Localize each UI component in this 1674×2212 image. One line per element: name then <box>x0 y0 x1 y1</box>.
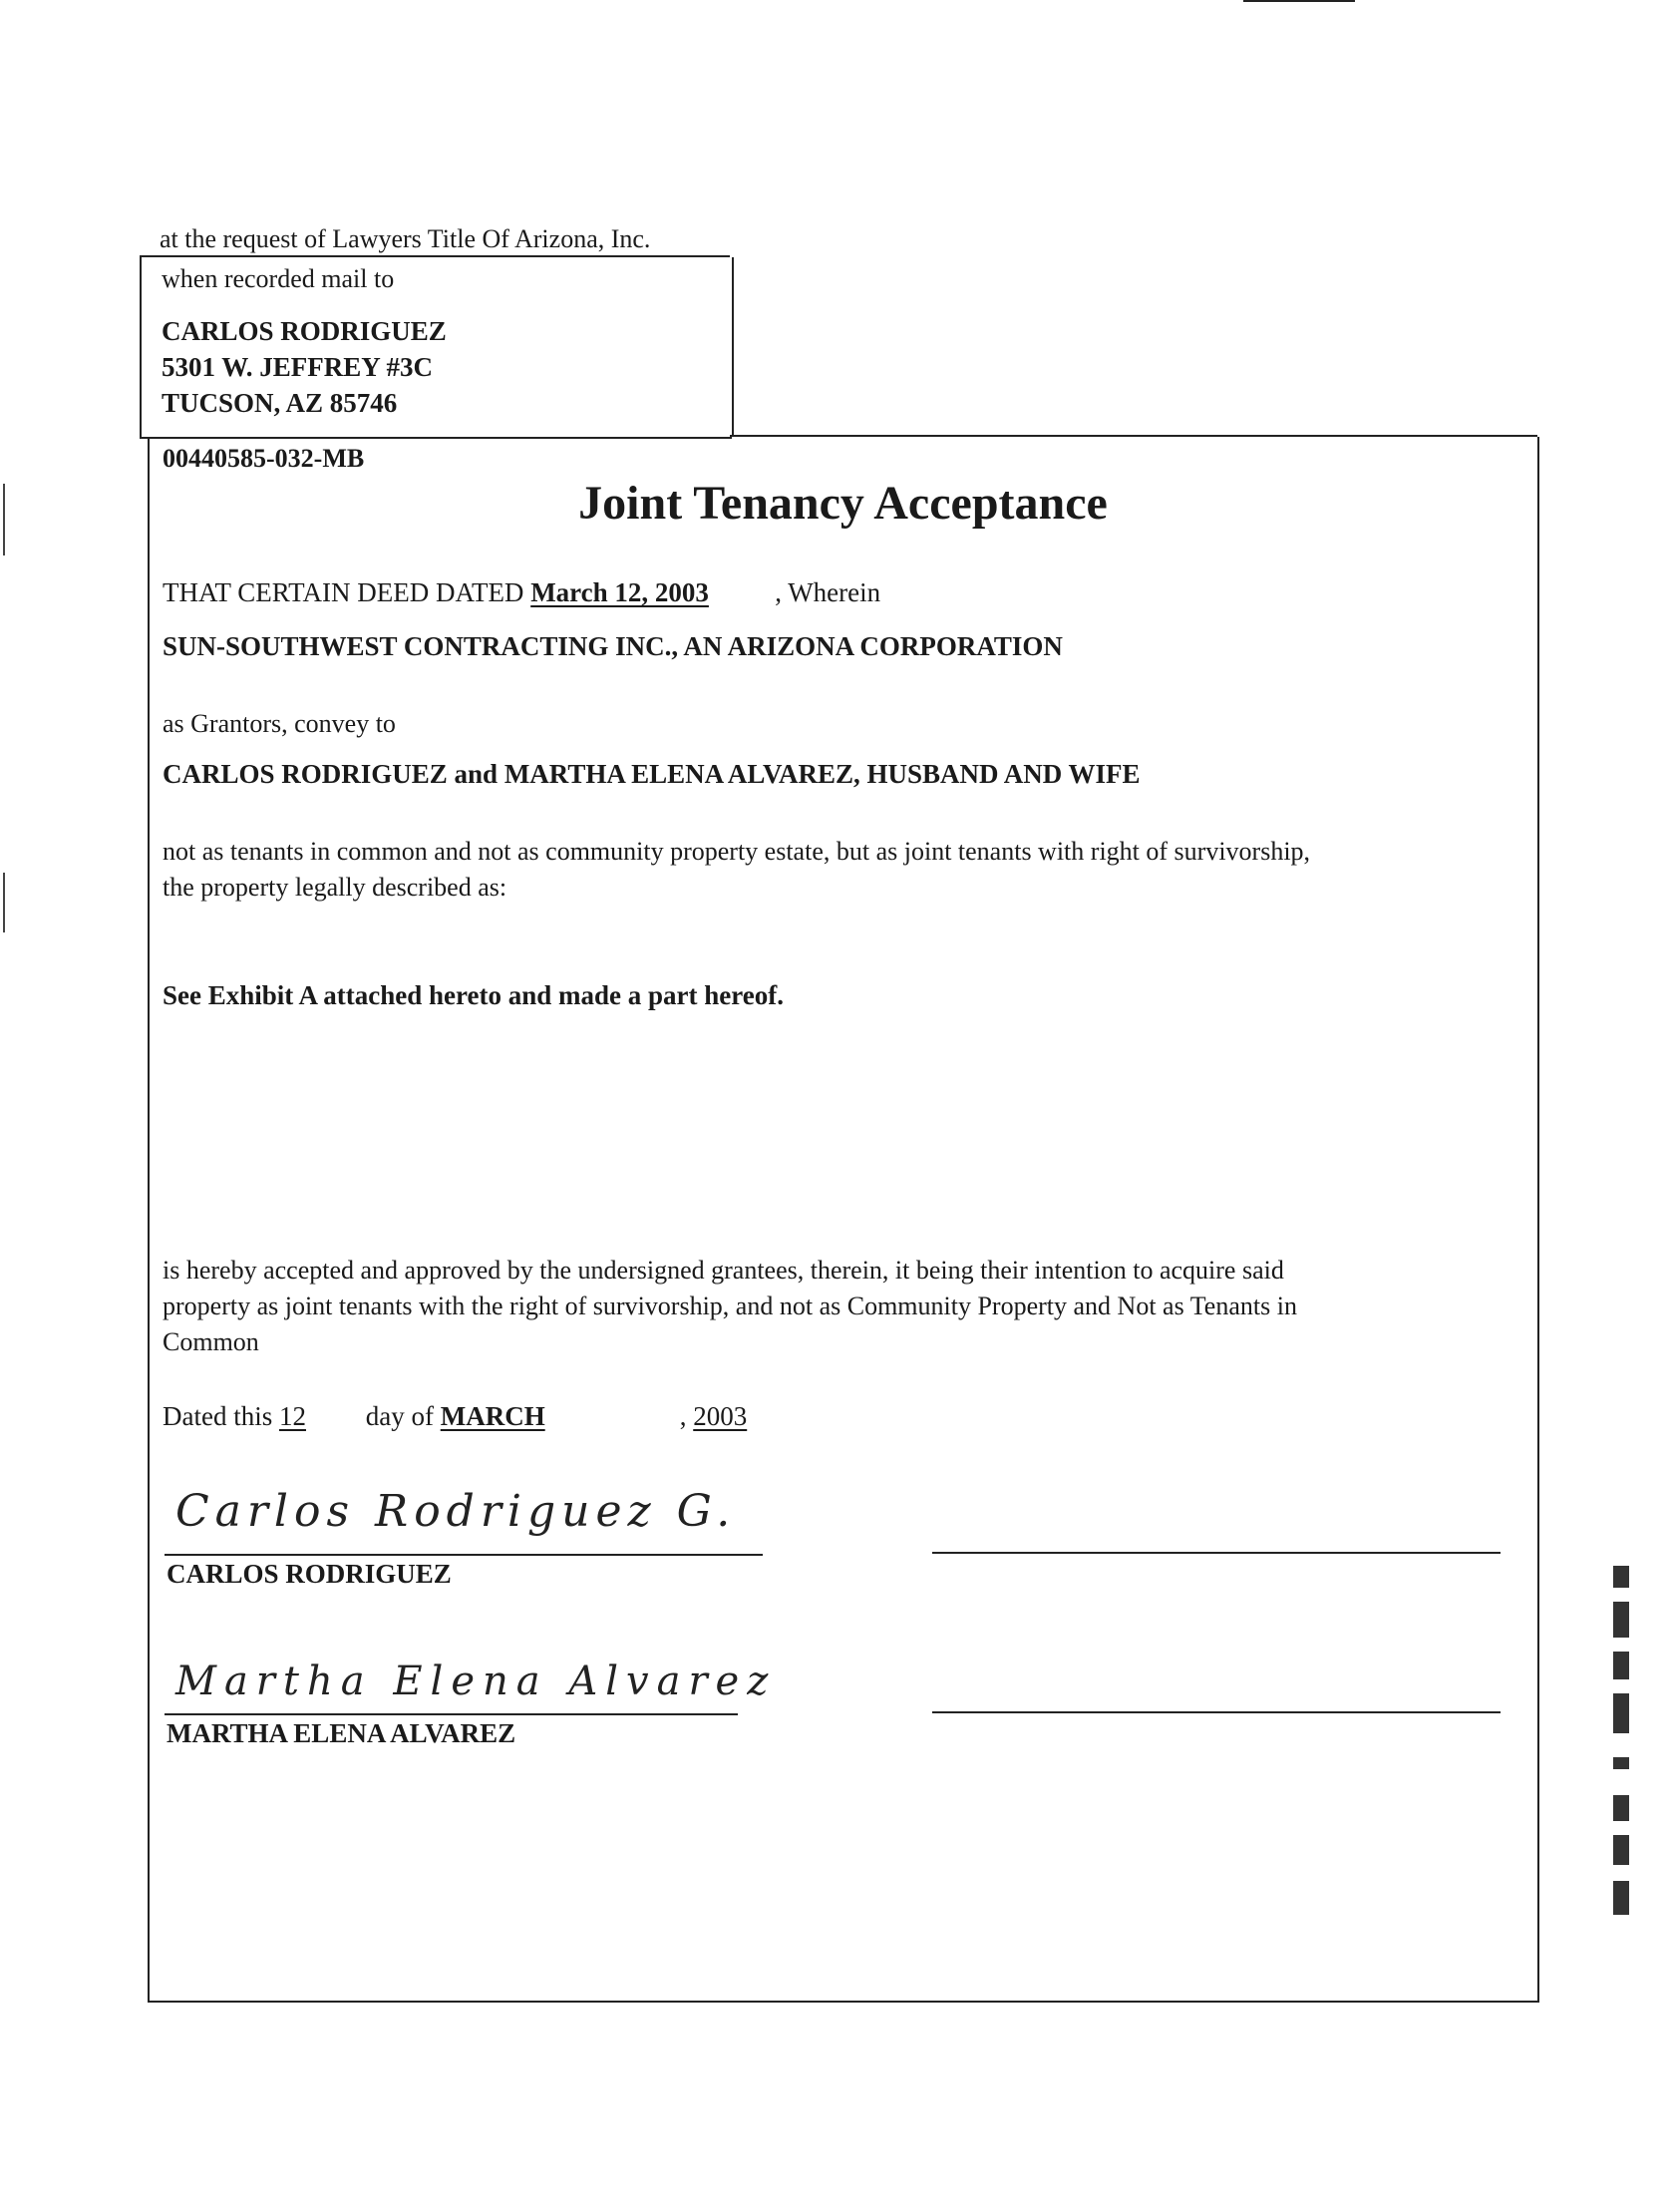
deed-date: March 12, 2003 <box>530 577 709 607</box>
grantee-names: CARLOS RODRIGUEZ and MARTHA ELENA ALVAREZ, HUSBAND AND WIFE <box>163 759 1141 789</box>
deed-line <box>163 576 880 608</box>
left-edge-mark <box>3 484 5 555</box>
acceptance-line-3: Common <box>163 1327 259 1356</box>
dated-day-of: day of <box>365 1401 434 1431</box>
escrow-number: 00440585-032-MB <box>163 444 365 473</box>
page-title-text: Joint Tenancy Acceptance <box>578 477 1108 530</box>
acceptance-line-1: is hereby accepted and approved by the undersigned grantees, therein, it being their intention to acquire said <box>163 1256 1284 1285</box>
mail-to-label: when recorded mail to <box>162 264 395 293</box>
left-edge-mark-2 <box>3 873 5 932</box>
printed-name-martha: MARTHA ELENA ALVAREZ <box>167 1718 516 1748</box>
dated-year: 2003 <box>693 1401 748 1431</box>
dated-prefix: Dated this <box>163 1401 273 1431</box>
side-stamp-icon <box>1607 1566 1637 1945</box>
signature-line-1 <box>165 1554 763 1556</box>
mail-to-name: CARLOS RODRIGUEZ <box>162 316 447 346</box>
dated-line: Dated this 12 day of MARCH , 2003 <box>163 1400 793 1432</box>
page-title <box>0 475 1674 533</box>
mail-to-box <box>140 257 734 437</box>
deed-wherein: , Wherein <box>775 577 881 607</box>
top-edge-mark <box>1243 0 1355 2</box>
deed-intro: THAT CERTAIN DEED DATED <box>163 577 524 607</box>
signature-line-2-right <box>932 1711 1501 1713</box>
acceptance-line-2: property as joint tenants with the right of survivorship, and not as Community Property and Not as Tenants in <box>163 1291 1297 1320</box>
mail-to-city: TUCSON, AZ 85746 <box>162 388 398 418</box>
grantor-name: SUN-SOUTHWEST CONTRACTING INC., AN ARIZONA CORPORATION <box>163 631 1063 661</box>
signature-carlos: Carlos Rodriguez G. <box>175 1486 737 1537</box>
dated-day: 12 <box>278 1401 306 1431</box>
signature-line-2 <box>165 1713 738 1715</box>
grantors-convey: as Grantors, convey to <box>163 709 396 738</box>
tenancy-clause-line-2: the property legally described as: <box>163 873 507 902</box>
printed-name-carlos: CARLOS RODRIGUEZ <box>167 1559 452 1589</box>
dated-month: MARCH <box>440 1401 545 1431</box>
signature-martha: Martha Elena Alvarez <box>175 1659 777 1704</box>
signature-line-1-right <box>932 1552 1501 1554</box>
tenancy-clause-line-1: not as tenants in common and not as community property estate, but as joint tenants with right of survivorship, <box>163 837 1311 866</box>
document-box <box>148 437 1539 2003</box>
recording-request-line: at the request of Lawyers Title Of Arizona, Inc. <box>160 224 651 253</box>
mail-to-street: 5301 W. JEFFREY #3C <box>162 352 434 382</box>
exhibit-reference: See Exhibit A attached hereto and made a part hereof. <box>163 980 784 1010</box>
